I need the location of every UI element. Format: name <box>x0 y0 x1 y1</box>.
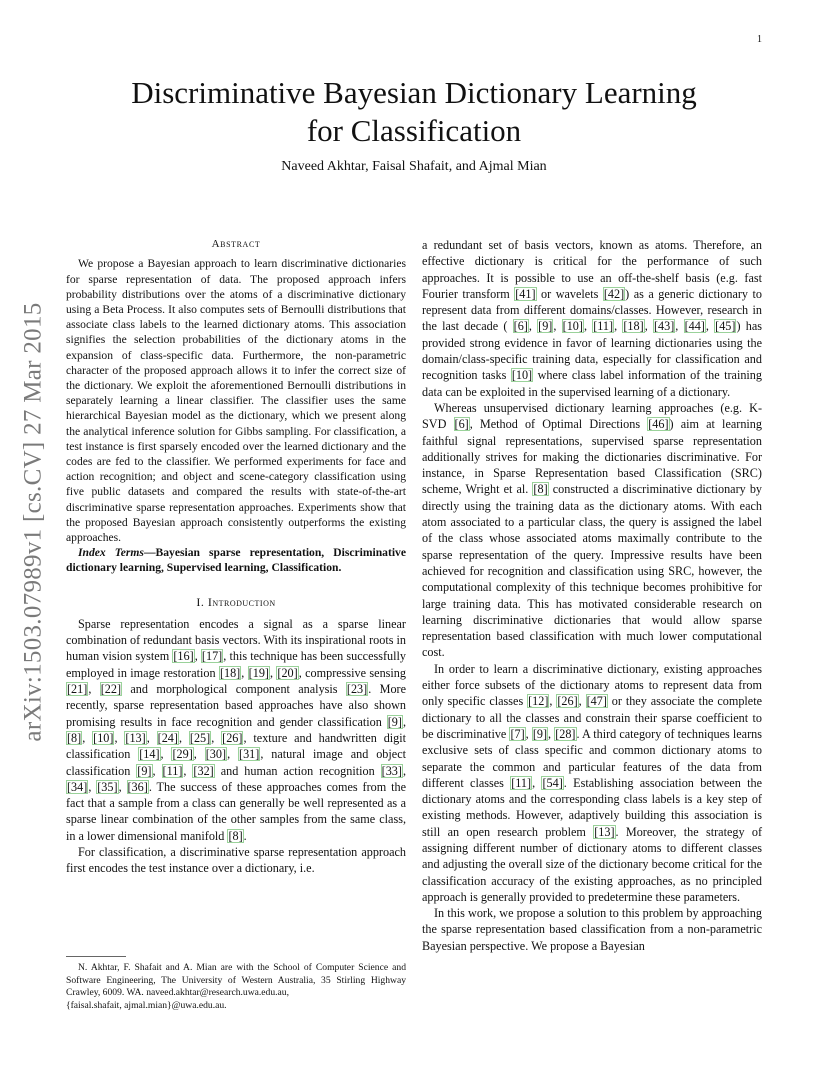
citation-link[interactable]: [8] <box>67 730 82 745</box>
abstract-heading: Abstract <box>211 238 261 250</box>
footnote <box>66 962 406 1012</box>
citation-link[interactable]: [42] <box>603 286 625 301</box>
citation-link[interactable]: [29] <box>172 747 193 762</box>
citation-link[interactable]: [13] <box>125 730 146 745</box>
right-column <box>422 237 762 954</box>
index-terms-text: —Bayesian sparse representation, Discriminative dictionary learning, Supervised learning, Classification. <box>66 546 406 575</box>
title-line-1: Discriminative Bayesian Dictionary Learning <box>131 75 697 110</box>
abstract <box>66 236 406 576</box>
citation-link[interactable]: [41] <box>515 286 536 301</box>
citation-link[interactable]: [9] <box>538 319 553 334</box>
citation-link[interactable]: [34] <box>67 779 88 794</box>
intro-paragraph-4: In order to learn a discriminative dictionary, existing approaches either force subsets of the dictionary atoms to represent data from only specific classes [12], [26], [47] or they associate the complete dictionary to all the classes and constrain their sparse coefficient to be discriminative [7], [9], [28]. A third category of techniques learns exclusive sets of class specific and common dictionary atoms to separate the common and particular features of the data from different classes [11], [54]. Establishing association between the dictionary atoms and the corresponding class labels is a key step of existing methods. However, adaptively building this association is still an open research problem [13]. Moreover, the strategy of assigning different number of dictionary atoms to different classes and adjusting the overall size of the dictionary become critical for the classification accuracy of the existing approaches, as no principled approach is generally provided to predetermine these parameters. <box>422 661 763 904</box>
citation-link[interactable]: [10] <box>93 730 114 745</box>
citation-link[interactable]: [30] <box>205 747 227 762</box>
citation-link[interactable]: [54] <box>542 775 563 790</box>
citation-link[interactable]: [11] <box>162 763 183 778</box>
citation-link[interactable]: [13] <box>594 824 615 839</box>
arxiv-sidebar-stamp <box>14 284 54 760</box>
citation-link[interactable]: [7] <box>510 726 525 741</box>
left-column <box>66 236 406 877</box>
citation-link[interactable]: [47] <box>586 694 607 709</box>
citation-link[interactable]: [19] <box>248 665 269 680</box>
citation-link[interactable]: [46] <box>648 417 669 432</box>
citation-link[interactable]: [43] <box>653 319 675 334</box>
intro-paragraph-2: For classification, a discriminative sparse representation approach first encodes the test instance over a dictionary, i.e. <box>66 845 406 876</box>
section-heading-introduction: I. Introduction <box>196 594 276 609</box>
citation-link[interactable]: [10] <box>562 319 583 334</box>
citation-link[interactable]: [45] <box>715 319 736 334</box>
citation-link[interactable]: [11] <box>593 319 614 334</box>
page-number: 1 <box>757 34 762 45</box>
paper-title <box>60 74 768 150</box>
citation-link[interactable]: [32] <box>193 763 214 778</box>
citation-link[interactable]: [9] <box>532 726 548 741</box>
intro-paragraph-1: Sparse representation encodes a signal as a sparse linear combination of redundant basis vectors. With its inspirational roots in human vision system [16], [17], this technique has been successfully employed in image restoration [18], [19], [20], compressive sensing [21], [22] and morphological component analysis [23]. More recently, sparse representation based approaches have also shown promising results in face recognition and gender classification [9], [8], [10], [13], [24], [25], [26], texture and handwritten digit classification [14], [29], [30], [31], natural image and object classification [9], [11], [32] and human action recognition [33], [34], [35], [36]. The success of these approaches comes from the fact that a sample from a class can generally be well represented as a sparse linear combination of the other samples from the same class, in a lower dimensional manifold [8]. <box>66 616 407 843</box>
citation-link[interactable]: [18] <box>623 319 644 334</box>
citation-link[interactable]: [31] <box>239 747 260 762</box>
citation-link[interactable]: [21] <box>67 682 88 697</box>
index-terms-label: Index Terms <box>78 546 144 560</box>
citation-link[interactable]: [6] <box>454 417 469 432</box>
intro-paragraph-5: In this work, we propose a solution to this problem by approaching the sparse representation based classification from a non-parametric Bayesian perspective. We propose a Bayesian <box>422 906 762 953</box>
citation-link[interactable]: [6] <box>513 319 528 334</box>
citation-link[interactable]: [25] <box>189 730 211 745</box>
citation-link[interactable]: [36] <box>127 779 148 794</box>
author-list: Naveed Akhtar, Faisal Shafait, and Ajmal Mian <box>281 159 547 174</box>
citation-link[interactable]: [26] <box>557 694 578 709</box>
title-line-2: for Classification <box>306 113 522 148</box>
citation-link[interactable]: [12] <box>528 694 549 709</box>
citation-link[interactable]: [14] <box>139 747 160 762</box>
citation-link[interactable]: [9] <box>387 714 402 729</box>
citation-link[interactable]: [18] <box>219 665 241 680</box>
citation-link[interactable]: [33] <box>381 763 402 778</box>
intro-paragraph-3: Whereas unsupervised dictionary learning approaches (e.g. K-SVD [6], Method of Optimal Directions [46]) aim at learning faithful signal representations, supervised sparse representation additionally strives for making the dictionaries discriminative. For instance, in Sparse Representation based Classification (SRC) scheme, Wright et al. [8] constructed a discriminative dictionary by directly using the training data as the dictionary atoms. With each atom associated to a particular class, the query is assigned the label of the class whose associated atoms maximally contribute to the sparse representation of the query. Impressive results have been achieved for recognition and classification using SRC, however, the computational complexity of this technique becomes prohibitive for large training data. This has motivated considerable research on learning discriminative dictionaries that would allow sparse representation based classification with much lower computational cost. <box>422 400 763 660</box>
citation-link[interactable]: [11] <box>511 775 532 790</box>
intro-paragraph-2-continued: a redundant set of basis vectors, known as atoms. Therefore, an effective dictionary is critical for the performance of such approaches. It is possible to use an off-the-shelf basis (e.g. fast Fourier transform [41] or wavelets [42]) as a generic dictionary to represent data from different domains/classes. However, research in the last decade ( [6], [9], [10], [11], [18], [43], [44], [45]) has provided strong evidence in favor of learning dictionaries using the domain/class-specific training data, especially for classification and recognition tasks [10] where class label information of the training data can be exploited in the supervised learning of a dictionary. <box>422 238 763 399</box>
citation-link[interactable]: [8] <box>533 482 548 497</box>
citation-link[interactable]: [24] <box>157 730 178 745</box>
citation-link[interactable]: [10] <box>511 368 533 383</box>
citation-link[interactable]: [16] <box>173 649 194 664</box>
citation-link[interactable]: [20] <box>277 665 298 680</box>
citation-link[interactable]: [9] <box>137 763 152 778</box>
arxiv-id: arXiv:1503.07989v1 [cs.CV] 27 Mar 2015 <box>20 302 47 742</box>
citation-link[interactable]: [23] <box>346 682 368 697</box>
citation-link[interactable]: [26] <box>222 730 243 745</box>
citation-link[interactable]: [28] <box>555 726 576 741</box>
abstract-text: We propose a Bayesian approach to learn discriminative dictionaries for sparse representation of data. The proposed approach infers probability distributions over the atoms of a discriminative dictionary using a Beta Process. It also computes sets of Bernoulli distributions that associate class labels to the learned dictionary atoms. This association signifies the selection probabilities of the dictionary atoms in the expansion of class-specific data. Furthermore, the non-parametric character of the proposed approach allows it to infer the correct size of the dictionary. We exploit the aforementioned Bernoulli distributions in separately learning a linear classifier. The classifier uses the same hierarchical Bayesian model as the dictionary, which we present along the analytical inference solution for Gibbs sampling. For classification, a test instance is first sparsely encoded over the learned dictionary and the codes are fed to the classifier. We performed experiments for face and action recognition; and object and scene-category classification using five public datasets and compared the results with state-of-the-art discriminative sparse representation approaches. Experiments show that the proposed Bayesian approach consistently outperforms the existing approaches. <box>66 257 406 544</box>
citation-link[interactable]: [17] <box>201 649 223 664</box>
citation-link[interactable]: [35] <box>97 779 118 794</box>
citation-link[interactable]: [44] <box>684 319 705 334</box>
index-terms <box>66 545 406 575</box>
footnote-affiliation: N. Akhtar, F. Shafait and A. Mian are with the School of Computer Science and Software Engineering, The University of Western Australia, 35 Stirling Highway Crawley, 6009. WA. naveed.akhtar@research.uwa.edu.au, <box>66 962 406 998</box>
footnote-rule <box>66 956 126 957</box>
citation-link[interactable]: [22] <box>100 682 122 697</box>
footnote-emails: {faisal.shafait, ajmal.mian}@uwa.edu.au. <box>66 999 227 1011</box>
citation-link[interactable]: [8] <box>228 828 243 843</box>
